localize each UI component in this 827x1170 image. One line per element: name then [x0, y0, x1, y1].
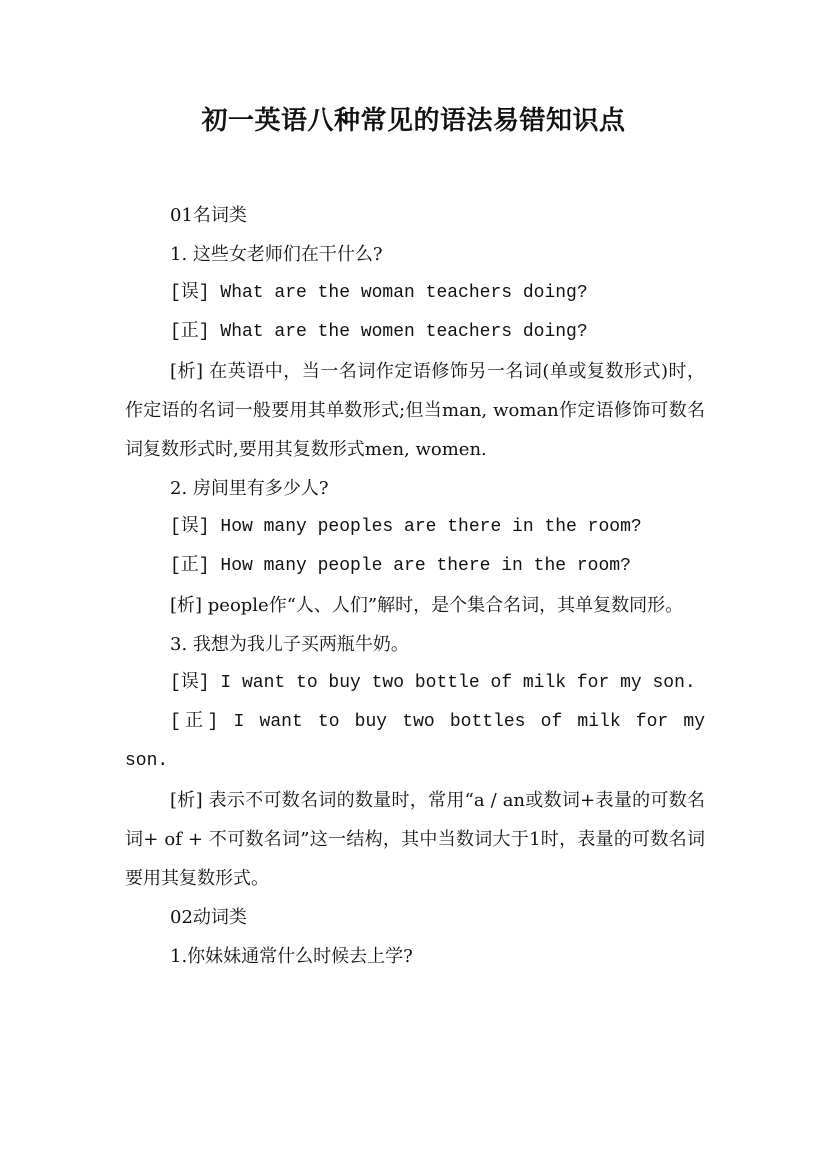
document-body — [125, 196, 705, 976]
question-1: 1. 这些女老师们在干什么? — [170, 244, 383, 265]
document-title: 初一英语八种常见的语法易错知识点 — [201, 106, 626, 136]
correct-sentence-1: [正] What are the women teachers doing? — [170, 322, 588, 342]
question-verbs-1: 1.你妹妹通常什么时候去上学? — [170, 946, 413, 967]
wrong-sentence-1: [误] What are the woman teachers doing? — [170, 283, 588, 303]
correct-sentence-2: [正] How many people are there in the room? — [170, 556, 631, 576]
wrong-sentence-2: [误] How many peoples are there in the room? — [170, 517, 642, 537]
analysis-3: [析] 表示不可数名词的数量时，常用“a / an或数词+表量的可数名词+ of + 不可数名词”这一结构，其中当数词大于1时，表量的可数名词要用其复数形式。 — [125, 790, 705, 889]
correct-sentence-3: [正] I want to buy two bottles of milk for my son. — [125, 712, 705, 771]
question-3: 3. 我想为我儿子买两瓶牛奶。 — [170, 634, 409, 655]
section-heading-nouns: 01名词类 — [170, 205, 247, 226]
question-2: 2. 房间里有多少人? — [170, 478, 329, 499]
analysis-2: [析] people作“人、人们”解时，是个集合名词，其单复数同形。 — [170, 595, 684, 616]
analysis-1: [析] 在英语中，当一名词作定语修饰另一名词(单或复数形式)时，作定语的名词一般要用其单数形式;但当man, woman作定语修饰可数名词复数形式时,要用其复数形式men, women. — [125, 361, 705, 460]
section-heading-verbs: 02动词类 — [170, 907, 247, 928]
wrong-sentence-3: [误] I want to buy two bottle of milk for my son. — [170, 673, 696, 693]
